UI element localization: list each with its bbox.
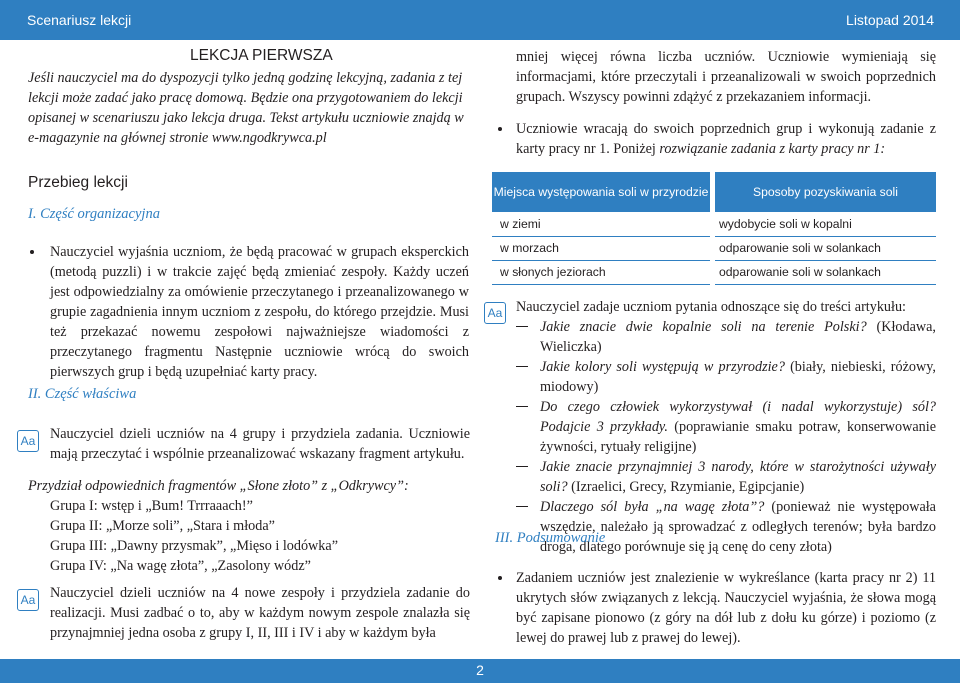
- question-text: Do czego człowiek wykorzystywał (i nadal wykorzystuje) sól? Podajcie 3 przykłady.: [540, 399, 936, 435]
- table-header-location: Miejsca występowania soli w przyrodzie: [492, 172, 710, 212]
- question-item: [540, 457, 936, 497]
- section2-para1: Nauczyciel dzieli uczniów na 4 grupy i przydziela zadania. Uczniowie mają przeczytać i wspólnie przeanalizować wskazany fragment artykułu.: [50, 426, 470, 462]
- table-cell: odparowanie soli w solankach: [715, 236, 936, 260]
- group-list: [28, 496, 338, 576]
- question-text: Jakie kolory soli występują w przyrodzie?: [540, 359, 785, 375]
- table-cell: wydobycie soli w kopalni: [715, 212, 936, 236]
- question-item: [540, 357, 936, 397]
- section2-para2: Nauczyciel dzieli uczniów na 4 nowe zespoły i przydziela zadanie do realizacji. Musi zadbać o to, aby w każdym nowym zespole znalazła się przynajmniej jedna osoba z grupy I, II, III i IV i aby w każdym była: [50, 585, 470, 641]
- section1-title: I. Część organizacyjna: [28, 206, 160, 222]
- bullet-dot: [498, 127, 502, 131]
- answer-text: (Kłodawa, Wieliczka): [540, 319, 936, 355]
- reading-aa-icon-3: Aa: [484, 302, 506, 324]
- continued-paragraph: mniej więcej równa liczba uczniów. Uczniowie wymieniają się informacjami, które przeczytali i przeanalizowali w swoich poprzednich grupach. Wszyscy powinni zdążyć z przekazaniem informacji.: [516, 49, 936, 105]
- page-number: 2: [476, 662, 484, 678]
- reading-aa-icon-2: Aa: [17, 589, 39, 611]
- group-item-1: Grupa I: wstęp i „Bum! Trrraaach!”: [50, 498, 253, 514]
- table-cell: w ziemi: [492, 212, 710, 236]
- table-cell: w morzach: [492, 236, 710, 260]
- return-bullet-italic: rozwiązanie zadania z karty pracy nr 1:: [659, 141, 886, 157]
- table-row: [492, 212, 936, 236]
- questions-intro: Nauczyciel zadaje uczniom pytania odnoszące się do treści artykułu:: [516, 299, 906, 315]
- dash-marker: [516, 506, 528, 507]
- dash-marker: [516, 366, 528, 367]
- section1-bullet: [50, 242, 469, 382]
- question-text: Jakie znacie przynajmniej 3 narody, które w starożytności używały soli?: [540, 459, 936, 495]
- table-cell: odparowanie soli w solankach: [715, 260, 936, 284]
- header-doc-type: Scenariusz lekcji: [27, 12, 132, 28]
- question-text: Jakie znacie dwie kopalnie soli na terenie Polski?: [540, 319, 867, 335]
- dash-marker: [516, 406, 528, 407]
- question-list: [540, 317, 936, 557]
- table-cell: w słonych jeziorach: [492, 260, 710, 284]
- answer-text: (biały, niebieski, różowy, miodowy): [540, 359, 936, 395]
- przydzial-line: Przydział odpowiednich fragmentów „Słone złoto” z „Odkrywcy”:: [28, 478, 409, 494]
- header-bar: [0, 0, 960, 40]
- question-text: Dlaczego sól była „na wagę złota”?: [540, 499, 765, 515]
- return-bullet-text: Uczniowie wracają do swoich poprzednich grup i wykonują zadanie z karty pracy nr 1. Poniżej: [516, 121, 936, 157]
- answer-text: (poprawianie smaku potraw, konserwowanie żywności, rytuały religijne): [540, 419, 936, 455]
- header-date: Listopad 2014: [846, 12, 934, 28]
- intro-paragraph: Jeśli nauczyciel ma do dyspozycji tylko jedną godzinę lekcyjną, zadania z tej lekcji może zadać jako pracę domową. Będzie ona przygotowaniem do lekcji opisanej w scenariuszu jako lekcja druga. Tekst artykułu uczniowie znajdą w e-magazynie na głównej stronie www.ngodkrywca.pl: [28, 70, 464, 146]
- przebieg-heading: Przebieg lekcji: [28, 174, 128, 191]
- bullet-dot: [30, 250, 34, 254]
- group-item-2: Grupa II: „Morze soli”, „Stara i młoda”: [50, 518, 275, 534]
- bullet-dot: [498, 576, 502, 580]
- section3-bullet: [516, 568, 936, 648]
- question-item: [540, 317, 936, 357]
- return-bullet: [516, 119, 936, 159]
- section1-bullet-text: Nauczyciel wyjaśnia uczniom, że będą pracować w grupach eksperckich (metodą puzzli) i w trakcie zajęć będą zmieniać zespoły. Każdy uczeń jest odpowiedzialny za omówienie przeczytanego i przeanalizowanego w grupie zagadnienia innym uczniom z zespołu, do którego przejdzie. Musi też przekazać nowemu zespołowi najważniejsze wiadomości z przeczytanego fragmentu Następnie uczniowie wrócą do swoich pierwszych grup i będą uzupełniać karty pracy.: [50, 244, 469, 380]
- section3-bullet-text: Zadaniem uczniów jest znalezienie w wykreślance (karta pracy nr 2) 11 ukrytych słów związanych z lekcją. Nauczyciel wyjaśnia, że słowa mogą być zapisane pionowo (z góry na dół lub z dołu ku górze) i poziomo (z lewej do prawej lub z prawej do lewej).: [516, 570, 936, 646]
- table-header-row: [492, 172, 936, 212]
- salt-table: [492, 172, 936, 285]
- section3-title: III. Podsumowanie: [495, 530, 606, 546]
- question-item: [540, 497, 936, 557]
- dash-marker: [516, 326, 528, 327]
- answer-text: (ponieważ nie występowała wszędzie, należało ją sprowadzać z odległych terenów; była bardzo droga, dlatego porównuje się ją cenę do ceny złota): [540, 499, 936, 555]
- dash-marker: [516, 466, 528, 467]
- reading-aa-icon: Aa: [17, 430, 39, 452]
- table-row: [492, 260, 936, 284]
- group-item-4: Grupa IV: „Na wagę złota”, „Zasolony wódz”: [50, 558, 311, 574]
- section2-title: II. Część właściwa: [28, 386, 137, 402]
- table-header-method: Sposoby pozyskiwania soli: [715, 172, 936, 212]
- group-item-3: Grupa III: „Dawny przysmak”, „Mięso i lodówka”: [50, 538, 338, 554]
- question-item: [540, 397, 936, 457]
- answer-text: (Izraelici, Grecy, Rzymianie, Egipcjanie): [567, 479, 805, 495]
- table-row: [492, 236, 936, 260]
- lesson-title: LEKCJA PIERWSZA: [190, 47, 333, 64]
